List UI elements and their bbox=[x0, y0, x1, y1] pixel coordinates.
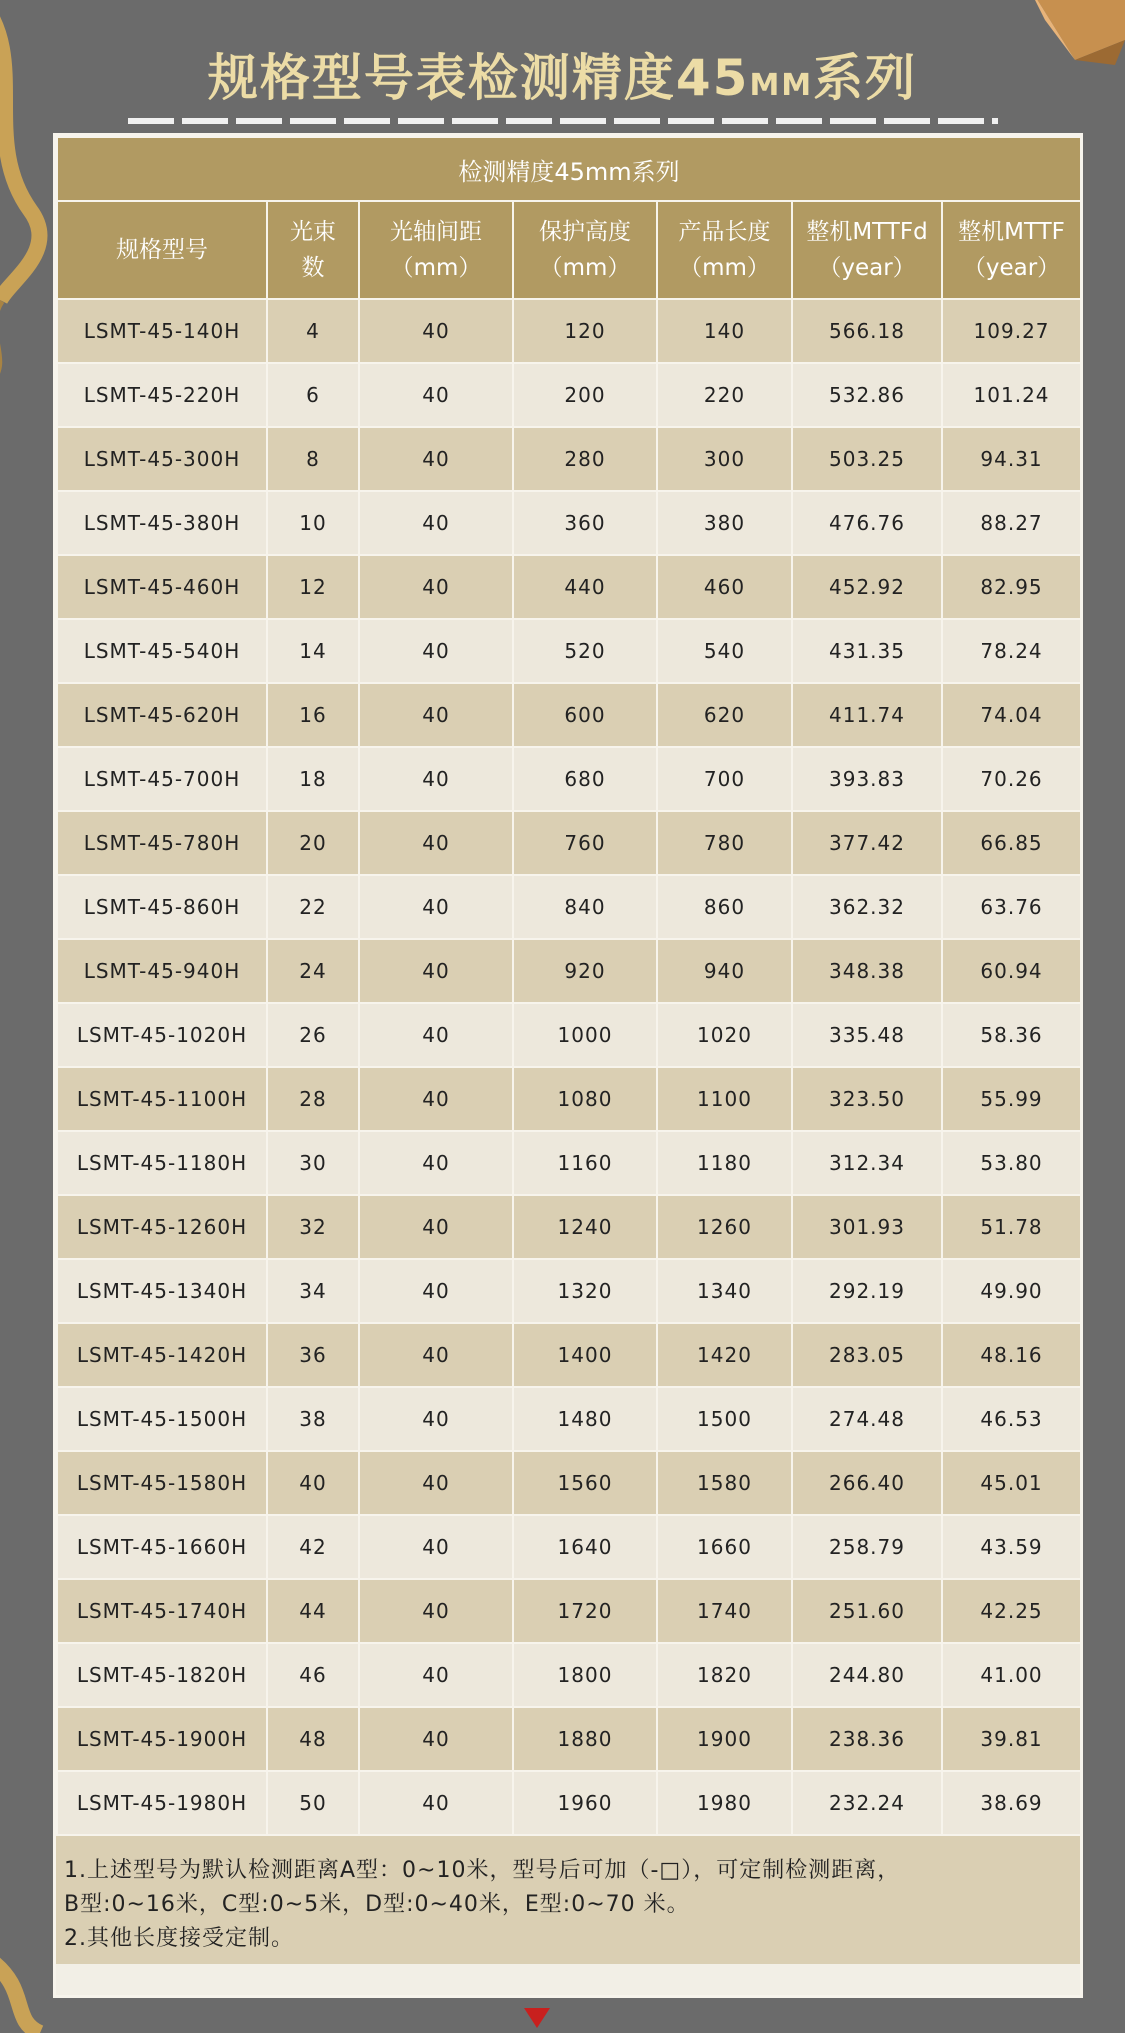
column-header bbox=[942, 201, 1081, 299]
table-cell: 49.90 bbox=[942, 1259, 1081, 1323]
table-cell: 476.76 bbox=[792, 491, 942, 555]
table-cell: 258.79 bbox=[792, 1515, 942, 1579]
table-cell: 1420 bbox=[657, 1323, 792, 1387]
table-cell: 6 bbox=[267, 363, 359, 427]
column-header-label: 光束 bbox=[290, 219, 336, 245]
column-header bbox=[267, 201, 359, 299]
table-cell: 16 bbox=[267, 683, 359, 747]
table-row bbox=[57, 683, 1081, 747]
table-cell: 540 bbox=[657, 619, 792, 683]
table-cell: 940 bbox=[657, 939, 792, 1003]
column-header-label: 整机MTTFd bbox=[806, 219, 928, 245]
table-cell: 24 bbox=[267, 939, 359, 1003]
table-cell: 101.24 bbox=[942, 363, 1081, 427]
note-line: 1.上述型号为默认检测距离A型：0~10米，型号后可加（-□），可定制检测距离， bbox=[64, 1858, 901, 1883]
table-cell: 200 bbox=[513, 363, 657, 427]
table-cell: 1160 bbox=[513, 1131, 657, 1195]
table-cell: LSMT-45-1740H bbox=[57, 1579, 267, 1643]
column-header-unit: （mm） bbox=[539, 255, 631, 281]
table-cell: 40 bbox=[359, 619, 513, 683]
table-cell: 283.05 bbox=[792, 1323, 942, 1387]
table-cell: 1020 bbox=[657, 1003, 792, 1067]
spec-table-panel bbox=[53, 133, 1083, 1998]
table-cell: 1880 bbox=[513, 1707, 657, 1771]
table-cell: 140 bbox=[657, 299, 792, 363]
table-cell: 1640 bbox=[513, 1515, 657, 1579]
table-cell: 50 bbox=[267, 1771, 359, 1835]
table-cell: 532.86 bbox=[792, 363, 942, 427]
table-cell: 411.74 bbox=[792, 683, 942, 747]
table-cell: 43.59 bbox=[942, 1515, 1081, 1579]
table-cell: 1980 bbox=[657, 1771, 792, 1835]
table-cell: 8 bbox=[267, 427, 359, 491]
table-cell: 1480 bbox=[513, 1387, 657, 1451]
table-cell: 232.24 bbox=[792, 1771, 942, 1835]
table-cell: 94.31 bbox=[942, 427, 1081, 491]
column-header-unit: （mm） bbox=[390, 255, 482, 281]
table-row bbox=[57, 555, 1081, 619]
table-cell: 48 bbox=[267, 1707, 359, 1771]
table-cell: 301.93 bbox=[792, 1195, 942, 1259]
column-header-unit: （mm） bbox=[679, 255, 770, 281]
table-cell: LSMT-45-1020H bbox=[57, 1003, 267, 1067]
table-cell: 1800 bbox=[513, 1643, 657, 1707]
table-cell: 244.80 bbox=[792, 1643, 942, 1707]
table-cell: 40 bbox=[359, 811, 513, 875]
table-cell: 620 bbox=[657, 683, 792, 747]
table-cell: 53.80 bbox=[942, 1131, 1081, 1195]
table-cell: 10 bbox=[267, 491, 359, 555]
table-row bbox=[57, 1643, 1081, 1707]
table-cell: 680 bbox=[513, 747, 657, 811]
table-cell: 348.38 bbox=[792, 939, 942, 1003]
table-cell: 40 bbox=[359, 1707, 513, 1771]
table-cell: LSMT-45-380H bbox=[57, 491, 267, 555]
table-row bbox=[57, 1131, 1081, 1195]
column-header bbox=[513, 201, 657, 299]
column-header-label: 整机MTTF bbox=[958, 219, 1065, 245]
table-cell: LSMT-45-780H bbox=[57, 811, 267, 875]
table-header-row bbox=[57, 201, 1081, 299]
column-header-unit: （year） bbox=[962, 255, 1061, 281]
table-cell: 1340 bbox=[657, 1259, 792, 1323]
table-cell: 60.94 bbox=[942, 939, 1081, 1003]
table-cell: 1240 bbox=[513, 1195, 657, 1259]
table-cell: 360 bbox=[513, 491, 657, 555]
table-cell: 38 bbox=[267, 1387, 359, 1451]
table-row bbox=[57, 1195, 1081, 1259]
table-cell: LSMT-45-1420H bbox=[57, 1323, 267, 1387]
table-cell: LSMT-45-1580H bbox=[57, 1451, 267, 1515]
table-cell: 40 bbox=[359, 939, 513, 1003]
table-cell: 362.32 bbox=[792, 875, 942, 939]
table-cell: 323.50 bbox=[792, 1067, 942, 1131]
table-cell: 42.25 bbox=[942, 1579, 1081, 1643]
table-cell: 26 bbox=[267, 1003, 359, 1067]
table-cell: 440 bbox=[513, 555, 657, 619]
table-cell: 40 bbox=[359, 747, 513, 811]
column-header bbox=[57, 201, 267, 299]
table-cell: 44 bbox=[267, 1579, 359, 1643]
table-cell: 1820 bbox=[657, 1643, 792, 1707]
spec-table bbox=[56, 136, 1082, 1836]
column-header bbox=[792, 201, 942, 299]
table-cell: 36 bbox=[267, 1323, 359, 1387]
table-body bbox=[57, 299, 1081, 1835]
table-cell: 700 bbox=[657, 747, 792, 811]
page-title-main: 规格型号表检测精度45 bbox=[207, 49, 750, 107]
table-cell: LSMT-45-220H bbox=[57, 363, 267, 427]
table-cell: 503.25 bbox=[792, 427, 942, 491]
notes-section bbox=[56, 1836, 1080, 1964]
table-cell: 40 bbox=[359, 1003, 513, 1067]
table-cell: LSMT-45-1100H bbox=[57, 1067, 267, 1131]
table-cell: 48.16 bbox=[942, 1323, 1081, 1387]
table-cell: 300 bbox=[657, 427, 792, 491]
table-row bbox=[57, 1387, 1081, 1451]
table-cell: 40 bbox=[359, 1515, 513, 1579]
table-cell: 40 bbox=[267, 1451, 359, 1515]
table-cell: 66.85 bbox=[942, 811, 1081, 875]
table-cell: 760 bbox=[513, 811, 657, 875]
table-cell: LSMT-45-620H bbox=[57, 683, 267, 747]
table-row bbox=[57, 1323, 1081, 1387]
table-cell: 1960 bbox=[513, 1771, 657, 1835]
table-cell: 780 bbox=[657, 811, 792, 875]
table-cell: 40 bbox=[359, 491, 513, 555]
table-row bbox=[57, 1003, 1081, 1067]
table-row bbox=[57, 1259, 1081, 1323]
table-cell: 1400 bbox=[513, 1323, 657, 1387]
table-cell: 1320 bbox=[513, 1259, 657, 1323]
table-cell: 335.48 bbox=[792, 1003, 942, 1067]
table-cell: 1560 bbox=[513, 1451, 657, 1515]
table-cell: LSMT-45-860H bbox=[57, 875, 267, 939]
table-cell: 46.53 bbox=[942, 1387, 1081, 1451]
table-cell: 45.01 bbox=[942, 1451, 1081, 1515]
table-caption: 检测精度45mm系列 bbox=[57, 137, 1081, 201]
table-cell: 393.83 bbox=[792, 747, 942, 811]
table-cell: LSMT-45-1340H bbox=[57, 1259, 267, 1323]
table-row bbox=[57, 747, 1081, 811]
table-cell: 14 bbox=[267, 619, 359, 683]
table-cell: 55.99 bbox=[942, 1067, 1081, 1131]
table-cell: 40 bbox=[359, 875, 513, 939]
table-cell: 1580 bbox=[657, 1451, 792, 1515]
table-cell: 40 bbox=[359, 1387, 513, 1451]
table-cell: 1720 bbox=[513, 1579, 657, 1643]
column-header-label: 光轴间距 bbox=[390, 219, 482, 245]
table-cell: 292.19 bbox=[792, 1259, 942, 1323]
table-cell: 40 bbox=[359, 1771, 513, 1835]
table-cell: 82.95 bbox=[942, 555, 1081, 619]
table-cell: 12 bbox=[267, 555, 359, 619]
table-cell: 20 bbox=[267, 811, 359, 875]
table-cell: 40 bbox=[359, 683, 513, 747]
down-arrow-icon bbox=[524, 2008, 550, 2028]
table-cell: 74.04 bbox=[942, 683, 1081, 747]
table-row bbox=[57, 427, 1081, 491]
table-row bbox=[57, 1451, 1081, 1515]
table-cell: 78.24 bbox=[942, 619, 1081, 683]
table-cell: LSMT-45-1820H bbox=[57, 1643, 267, 1707]
table-cell: 1260 bbox=[657, 1195, 792, 1259]
page-title-suffix: 系列 bbox=[813, 49, 918, 107]
table-cell: LSMT-45-1980H bbox=[57, 1771, 267, 1835]
table-cell: LSMT-45-460H bbox=[57, 555, 267, 619]
table-cell: 520 bbox=[513, 619, 657, 683]
table-cell: 840 bbox=[513, 875, 657, 939]
table-cell: 40 bbox=[359, 1195, 513, 1259]
table-cell: 266.40 bbox=[792, 1451, 942, 1515]
table-cell: 566.18 bbox=[792, 299, 942, 363]
table-cell: LSMT-45-300H bbox=[57, 427, 267, 491]
table-cell: 63.76 bbox=[942, 875, 1081, 939]
table-cell: LSMT-45-540H bbox=[57, 619, 267, 683]
table-cell: 40 bbox=[359, 1259, 513, 1323]
table-cell: 40 bbox=[359, 1579, 513, 1643]
table-cell: 38.69 bbox=[942, 1771, 1081, 1835]
table-cell: 1660 bbox=[657, 1515, 792, 1579]
table-cell: 40 bbox=[359, 427, 513, 491]
table-caption-row bbox=[57, 137, 1081, 201]
table-cell: 431.35 bbox=[792, 619, 942, 683]
table-cell: 1740 bbox=[657, 1579, 792, 1643]
title-dashed-underline bbox=[128, 118, 998, 124]
table-cell: 32 bbox=[267, 1195, 359, 1259]
table-row bbox=[57, 1771, 1081, 1835]
table-cell: 4 bbox=[267, 299, 359, 363]
table-cell: 39.81 bbox=[942, 1707, 1081, 1771]
table-cell: 1900 bbox=[657, 1707, 792, 1771]
table-cell: 1180 bbox=[657, 1131, 792, 1195]
table-cell: 251.60 bbox=[792, 1579, 942, 1643]
table-row bbox=[57, 1515, 1081, 1579]
table-cell: 51.78 bbox=[942, 1195, 1081, 1259]
table-cell: 30 bbox=[267, 1131, 359, 1195]
gold-ribbon-decoration bbox=[0, 0, 60, 2033]
table-cell: 46 bbox=[267, 1643, 359, 1707]
table-cell: 40 bbox=[359, 1323, 513, 1387]
table-cell: 18 bbox=[267, 747, 359, 811]
table-row bbox=[57, 939, 1081, 1003]
column-header-unit: 数 bbox=[301, 255, 325, 281]
table-cell: 40 bbox=[359, 1643, 513, 1707]
table-cell: 41.00 bbox=[942, 1643, 1081, 1707]
table-cell: 40 bbox=[359, 1131, 513, 1195]
table-row bbox=[57, 1707, 1081, 1771]
column-header bbox=[657, 201, 792, 299]
table-cell: 120 bbox=[513, 299, 657, 363]
table-cell: 40 bbox=[359, 1067, 513, 1131]
table-cell: 220 bbox=[657, 363, 792, 427]
table-cell: 380 bbox=[657, 491, 792, 555]
table-cell: 22 bbox=[267, 875, 359, 939]
table-cell: 460 bbox=[657, 555, 792, 619]
note-line: 2.其他长度接受定制。 bbox=[64, 1926, 294, 1951]
table-cell: 452.92 bbox=[792, 555, 942, 619]
column-header-label: 规格型号 bbox=[116, 237, 208, 263]
table-cell: 1000 bbox=[513, 1003, 657, 1067]
table-cell: 58.36 bbox=[942, 1003, 1081, 1067]
column-header-label: 产品长度 bbox=[678, 219, 771, 245]
table-cell: 1100 bbox=[657, 1067, 792, 1131]
table-cell: LSMT-45-940H bbox=[57, 939, 267, 1003]
table-cell: 88.27 bbox=[942, 491, 1081, 555]
table-cell: 42 bbox=[267, 1515, 359, 1579]
table-cell: 34 bbox=[267, 1259, 359, 1323]
table-cell: LSMT-45-140H bbox=[57, 299, 267, 363]
table-cell: 1500 bbox=[657, 1387, 792, 1451]
table-row bbox=[57, 811, 1081, 875]
note-line: B型:0~16米，C型:0~5米，D型:0~40米，E型:0~70 米。 bbox=[64, 1892, 690, 1917]
table-cell: 109.27 bbox=[942, 299, 1081, 363]
table-cell: 40 bbox=[359, 1451, 513, 1515]
table-cell: LSMT-45-1900H bbox=[57, 1707, 267, 1771]
table-cell: 312.34 bbox=[792, 1131, 942, 1195]
table-cell: LSMT-45-1180H bbox=[57, 1131, 267, 1195]
table-cell: 70.26 bbox=[942, 747, 1081, 811]
table-cell: 280 bbox=[513, 427, 657, 491]
table-cell: 40 bbox=[359, 299, 513, 363]
column-header-label: 保护高度 bbox=[539, 219, 631, 245]
table-cell: 274.48 bbox=[792, 1387, 942, 1451]
table-cell: 238.36 bbox=[792, 1707, 942, 1771]
table-row bbox=[57, 875, 1081, 939]
table-cell: LSMT-45-1260H bbox=[57, 1195, 267, 1259]
table-cell: 1080 bbox=[513, 1067, 657, 1131]
table-cell: 40 bbox=[359, 555, 513, 619]
table-cell: 40 bbox=[359, 363, 513, 427]
table-row bbox=[57, 299, 1081, 363]
table-cell: 28 bbox=[267, 1067, 359, 1131]
page-title-unit: MM bbox=[749, 68, 814, 103]
table-cell: 920 bbox=[513, 939, 657, 1003]
table-cell: 860 bbox=[657, 875, 792, 939]
table-cell: LSMT-45-1660H bbox=[57, 1515, 267, 1579]
page-title bbox=[0, 38, 1125, 110]
table-cell: LSMT-45-1500H bbox=[57, 1387, 267, 1451]
column-header bbox=[359, 201, 513, 299]
table-cell: 377.42 bbox=[792, 811, 942, 875]
table-row bbox=[57, 619, 1081, 683]
table-row bbox=[57, 1067, 1081, 1131]
table-cell: 600 bbox=[513, 683, 657, 747]
column-header-unit: （year） bbox=[818, 255, 916, 281]
table-row bbox=[57, 363, 1081, 427]
table-row bbox=[57, 491, 1081, 555]
table-row bbox=[57, 1579, 1081, 1643]
table-cell: LSMT-45-700H bbox=[57, 747, 267, 811]
